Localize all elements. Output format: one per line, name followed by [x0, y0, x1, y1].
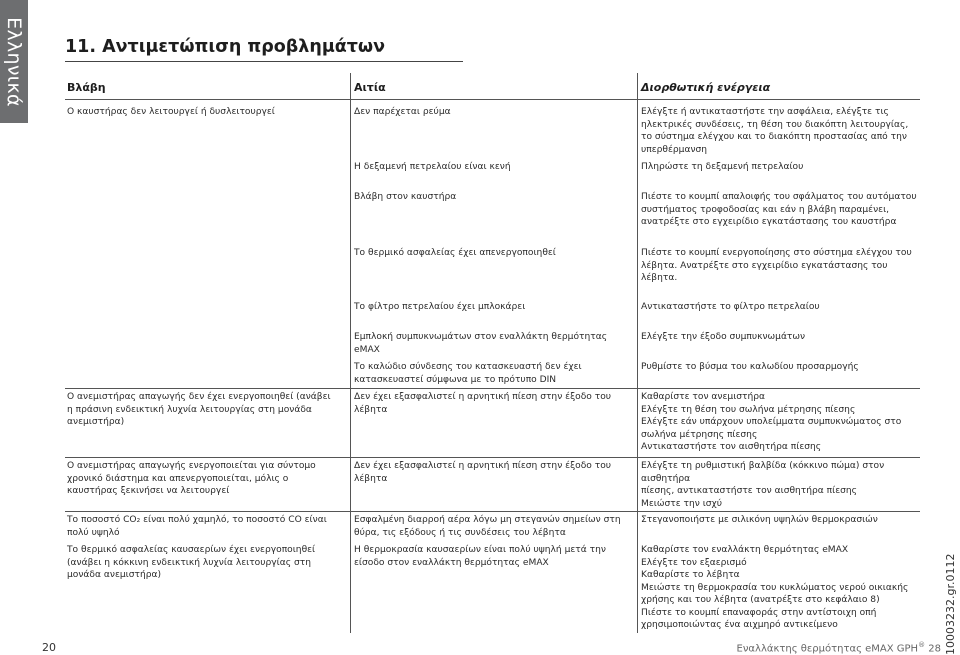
cause-cell: Δεν έχει εξασφαλιστεί η αρνητική πίεση στην έξοδο του λέβητα [354, 461, 612, 484]
page-footer-right [737, 641, 941, 654]
action-cell: Ρυθμίστε το βύσμα του καλωδίου προσαρμογής [641, 362, 859, 372]
cause-cell: Η θερμοκρασία καυσαερίων είναι πολύ υψηλή μετά την είσοδο στον εναλλάκτη θερμότητας eMAX [354, 545, 606, 568]
page-number-left: 20 [42, 641, 56, 654]
column-divider [350, 73, 351, 633]
action-cell: Πιέστε το κουμπί ενεργοποίησης στο σύστημα ελέγχου του λέβητα. Ανατρέξτε στο εγχειρίδιο εγκατάστασης του λέβητα. [641, 248, 912, 283]
column-divider [637, 73, 638, 633]
cause-cell: Η δεξαμενή πετρελαίου είναι κενή [354, 162, 511, 172]
cause-cell: Βλάβη στον καυστήρα [354, 192, 457, 202]
cause-cell: Δεν παρέχεται ρεύμα [354, 107, 451, 117]
action-cell: Καθαρίστε τον ανεμιστήρα Ελέγξτε τη θέση του σωλήνα μέτρησης πίεσης Ελέγξτε εάν υπάρχουν υπολείμματα συμπυκνώματος στο σωλήνα μέτρησης πίεσης Αντικαταστήστε τον αισθητήρα πίεσης [641, 392, 902, 452]
action-cell: Στεγανοποιήστε με σιλικόνη υψηλών θερμοκρασιών [641, 515, 878, 525]
fault-cell: Ο καυστήρας δεν λειτουργεί ή δυσλειτουργεί [67, 107, 275, 117]
header-action: Διορθωτική ενέργεια [641, 81, 771, 94]
fault-cell: Το θερμικό ασφαλείας καυσαερίων έχει ενεργοποιηθεί (ανάβει η κόκκινη ενδεικτική λυχνία λειτουργίας στη μονάδα ανεμιστήρα) [67, 545, 316, 580]
action-cell: Πληρώστε τη δεξαμενή πετρελαίου [641, 162, 804, 172]
document-code: 10003232.gr.0112 [944, 553, 957, 655]
cause-cell: Εμπλοκή συμπυκνωμάτων στον εναλλάκτη θερμότητας eMAX [354, 332, 608, 355]
action-cell: Αντικαταστήστε το φίλτρο πετρελαίου [641, 302, 820, 312]
fault-cell: Ο ανεμιστήρας απαγωγής ενεργοποιείται για σύντομο χρονικό διάστημα και απενεργοποιείται, μόλις ο καυστήρας ξεκινήσει να λειτουργεί [67, 461, 316, 496]
cause-cell: Το καλώδιο σύνδεσης του κατασκευαστή δεν έχει κατασκευαστεί σύμφωνα με το πρότυπο DIN [354, 362, 582, 385]
row-divider [65, 388, 920, 389]
action-cell: Καθαρίστε τον εναλλάκτη θερμότητας eMAX Ελέγξτε τον εξαερισμό Καθαρίστε το λέβητα Μειώστε τη θερμοκρασία του κυκλώματος νερού οικιακής χρήσης και του λέβητα (ανατρέξτε στο κεφάλαιο 8) Πιέστε το κουμπί επαναφοράς στην αντίστοιχη οπή χρησιμοποιώντας ένα αιχμηρό αντικείμενο [641, 545, 909, 630]
page-title: 11. Αντιμετώπιση προβλημάτων [65, 37, 386, 57]
cause-cell: Το θερμικό ασφαλείας έχει απενεργοποιηθεί [354, 248, 556, 258]
header-cause: Αιτία [354, 81, 386, 94]
row-divider [65, 457, 920, 458]
fault-cell: Το ποσοστό CO₂ είναι πολύ χαμηλό, το ποσοστό CO είναι πολύ υψηλό [67, 515, 327, 538]
action-cell: Ελέγξτε ή αντικαταστήστε την ασφάλεια, ελέγξτε τις ηλεκτρικές συνδέσεις, τη θέση του διακόπτη λειτουργίας, το σύστημα ελέγχου και το διακόπτη προστασίας από την υπερθέρμανση [641, 107, 909, 155]
header-fault: Βλάβη [67, 81, 106, 94]
cause-cell: Εσφαλμένη διαρροή αέρα λόγω μη στεγανών σημείων στη θύρα, τις εξόδους ή τις συνδέσεις του λέβητα [354, 515, 621, 538]
row-divider [65, 511, 920, 512]
header-divider [65, 99, 920, 100]
cause-cell: Το φίλτρο πετρελαίου έχει μπλοκάρει [354, 302, 526, 312]
action-cell: Πιέστε το κουμπί απαλοιφής του σφάλματος του αυτόματου συστήματος τροφοδοσίας και εάν η βλάβη παραμένει, ανατρέξτε στο εγχειρίδιο εγκατάστασης του καυστήρα [641, 192, 917, 227]
fault-cell: Ο ανεμιστήρας απαγωγής δεν έχει ενεργοποιηθεί (ανάβει η πράσινη ενδεικτική λυχνία λειτουργίας στη μονάδα ανεμιστήρα) [67, 392, 331, 427]
page-number-right: 28 [928, 643, 941, 655]
footer-product: Εναλλάκτης θερμότητας eMAX GPH [736, 643, 919, 655]
language-tab-label: Ελληνικά [3, 16, 25, 107]
cause-cell: Δεν έχει εξασφαλιστεί η αρνητική πίεση στην έξοδο του λέβητα [354, 392, 612, 415]
title-underline [65, 61, 463, 62]
registered-mark: ® [918, 641, 926, 649]
action-cell: Ελέγξτε την έξοδο συμπυκνωμάτων [641, 332, 806, 342]
action-cell: Ελέγξτε τη ρυθμιστική βαλβίδα (κόκκινο πώμα) στον αισθητήρα πίεσης, αντικαταστήστε τον αισθητήρα πίεσης Μειώστε την ισχύ [641, 461, 885, 509]
language-tab [0, 0, 28, 123]
